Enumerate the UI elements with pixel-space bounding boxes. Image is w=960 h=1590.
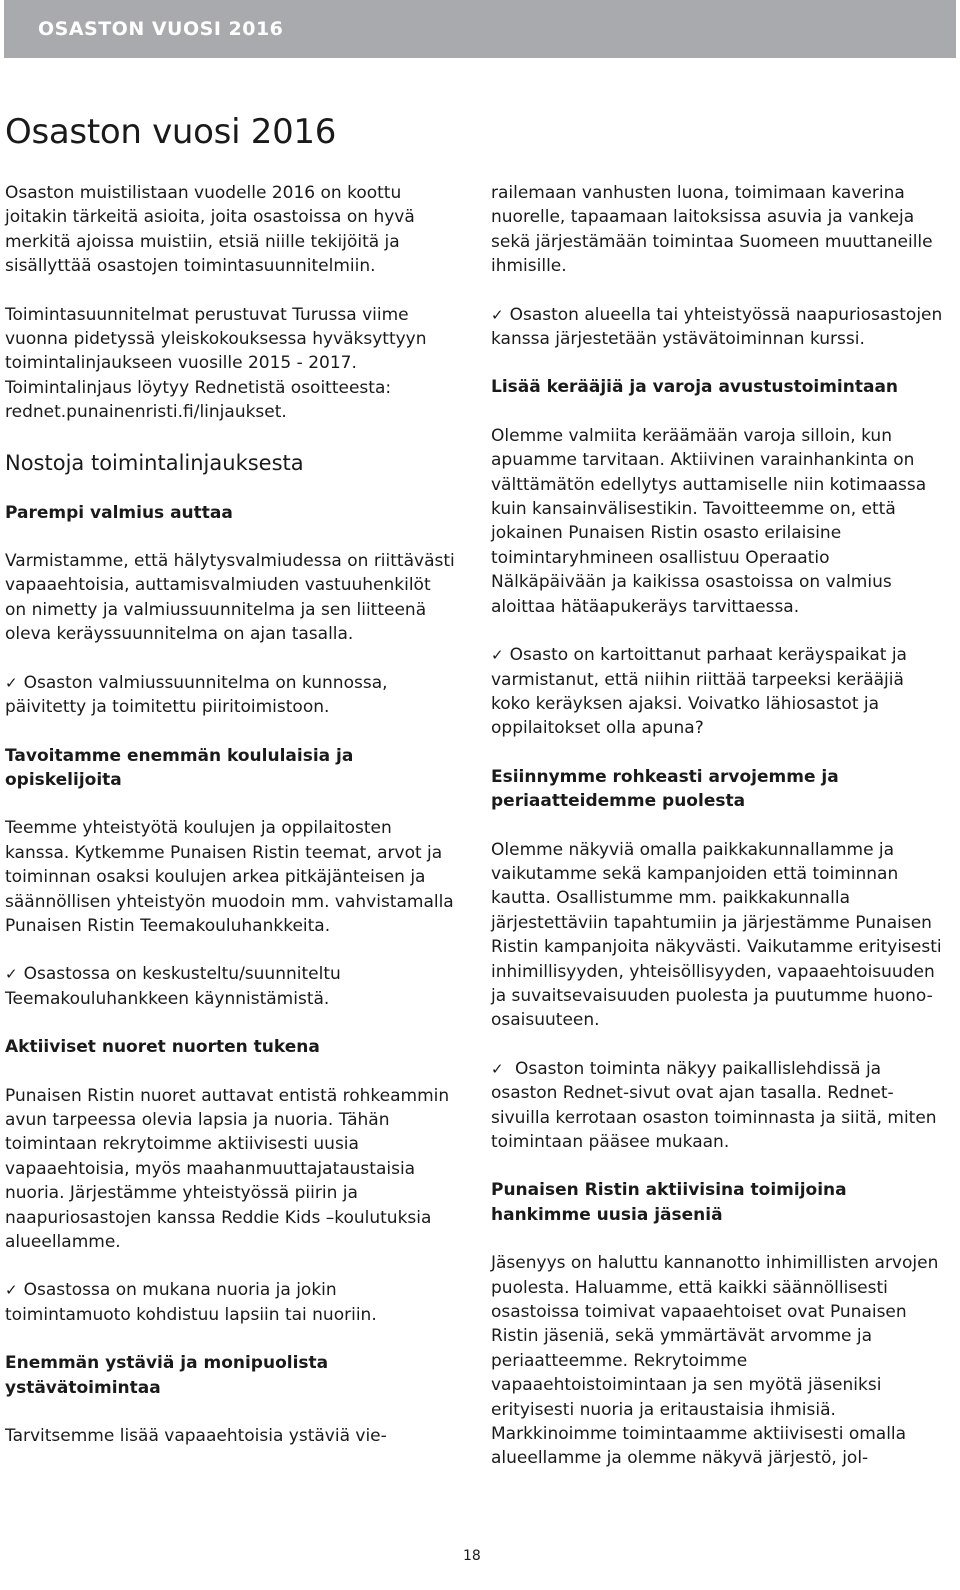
subheading-ystavat: Enemmän ystäviä ja monipuolista ystävätoimintaa [5, 1353, 329, 1398]
section-title: Nostoja toimintalinjauksesta [5, 450, 304, 475]
subheading-arvot: Esiinnymme rohkeasti arvojemme ja periaatteidemme puolesta [491, 766, 839, 812]
paragraph-keraajat: Olemme valmiita keräämään varoja silloin, kun apuamme tarvitaan. Aktiivinen varainhankinta on välttämätön edellytys auttamiselle niin kotimaassa kuin kansainvälisestikin. Tavoitteemme on, että jokainen Punaisen Ristin osasto erilaisine toimintaryhmineen osallistuu Operaatio Nälkäpäivään ja kaikissa osastoissa on valmius aloittaa hätäapukeräys tarvittaessa. [491, 425, 927, 617]
paragraph-ystavat: Tarvitsemme lisää vapaaehtoisia ystäviä vie- [5, 1426, 387, 1447]
subheading-jasenet: Punaisen Ristin aktiivisina toimijoina hankimme uusia jäseniä [491, 1180, 847, 1225]
subheading-keraajat: Lisää kerääjiä ja varoja avustustoimintaan [491, 377, 899, 398]
checklist-item-nuoret [5, 1278, 455, 1327]
subheading-valmius: Parempi valmius auttaa [5, 502, 233, 523]
checklist-text: Osaston alueella tai yhteistyössä naapuriosastojen kanssa järjestetään ystävätoiminnan kurssi. [491, 304, 943, 350]
intro-paragraph-2: Toimintasuunnitelmat perustuvat Turussa viime vuonna pidetyssä yleiskokouksessa hyväksyttyyn toimintalinjaukseen vuosille 2015 - 2017. Toimintalinjaus löytyy Rednetistä osoitteesta: rednet.punainenristi.fi/linjaukset. [5, 304, 427, 423]
checklist-text: Osastossa on mukana nuoria ja jokin toimintamuoto kohdistuu lapsiin tai nuoriin. [5, 1280, 377, 1325]
subheading-koululaiset: Tavoitamme enemmän koululaisia ja opiskelijoita [5, 745, 354, 790]
page-title: Osaston vuosi 2016 [5, 112, 337, 152]
checklist-text: Osasto on kartoittanut parhaat keräyspaikat ja varmistanut, että niihin riittää tarpeeksi kerääjiä koko keräyksen ajaksi. Voivatko lähiosastot ja oppilaitokset olla apuna? [491, 645, 907, 739]
paragraph-ystavat-continued: railemaan vanhusten luona, toimimaan kaverina nuorelle, tapaamaan laitoksissa asuvia ja vankeja sekä järjestämään toimintaa Suomeen muuttaneille ihmisille. [491, 183, 933, 277]
checklist-item-valmius [5, 671, 455, 720]
checklist-item-keraykset [491, 643, 946, 741]
checklist-item-teemakoulu [5, 962, 455, 1011]
checklist-text: Osaston toiminta näkyy paikallislehdissä ja osaston Rednet-sivut ovat ajan tasalla. Rednet-sivuilla kerrotaan osaston toiminnasta ja siitä, miten toimintaan pääsee mukaan. [491, 1058, 937, 1152]
right-column [491, 181, 946, 1495]
paragraph-koululaiset: Teemme yhteistyötä koulujen ja oppilaitosten kanssa. Kytkemme Punaisen Ristin teemat, arvot ja toiminnan osaksi koulujen arkea pitkäjänteisen ja säännöllisen yhteistyön muodoin mm. vahvistamalla Punaisen Ristin Teemakouluhankkeita. [5, 818, 454, 936]
header-band [4, 0, 956, 58]
paragraph-arvot: Olemme näkyviä omalla paikkakunnallamme ja vaikutamme sekä kampanjoiden että toiminnan kautta. Osallistumme mm. paikkakunnalla järjestettäviin tapahtumiin ja järjestämme Punaisen Ristin kampanjoita näkyvästi. Vaikutamme erityisesti inhimillisyyden, yhteisöllisyyden, vapaaehtoisuuden ja suvaitsevaisuuden puolesta ja puutumme huono-osaisuuteen. [491, 839, 942, 1031]
paragraph-valmius: Varmistamme, että hälytysvalmiudessa on riittävästi vapaaehtoisia, auttamisvalmiuden vastuuhenkilöt on nimetty ja valmiussuunnitelma ja sen liitteenä oleva keräyssuunnitelma on ajan tasalla. [5, 551, 455, 645]
checklist-text: Osastossa on keskusteltu/suunniteltu Teemakouluhankkeen käynnistämistä. [5, 964, 341, 1009]
checklist-item-ystavatoiminta [491, 303, 946, 352]
checklist-text: Osaston valmiussuunnitelma on kunnossa, päivitetty ja toimitettu piiritoimistoon. [5, 672, 388, 718]
left-column [5, 181, 455, 1472]
header-title: OSASTON VUOSI 2016 [38, 18, 284, 40]
paragraph-jasenet: Jäsenyys on haluttu kannanotto inhimillisten arvojen puolesta. Haluamme, että kaikki säännöllisesti osastoissa toimivat vapaaehtoiset ovat Punaisen Ristin jäseniä, sekä ymmärtävät arvomme ja periaatteemme. Rekrytoimme vapaaehtoistoimintaan ja sen myötä jäseniksi erityisesti nuoria ja eritaustaisia ihmisiä. Markkinoimme toimintaamme aktiivisesti omalla alueellamme ja olemme näkyvä järjestö, jol- [491, 1253, 939, 1469]
page-number: 18 [463, 1548, 481, 1564]
intro-paragraph-1: Osaston muistilistaan vuodelle 2016 on koottu joitakin tärkeitä asioita, joita osastoissa on hyvä merkitä ajoissa muistiin, etsiä niille tekijöitä ja sisällyttää osastojen toimintasuunnitelmiin. [5, 183, 415, 277]
paragraph-nuoret: Punaisen Ristin nuoret auttavat entistä rohkeammin avun tarpeessa olevia lapsia ja nuoria. Tähän toimintaan rekrytoimme aktiivisesti uusia vapaaehtoisia, myös maahanmuuttajataustaisia nuoria. Järjestämme yhteistyössä piirin ja naapuriosastojen kanssa Reddie Kids –koulutuksia alueellamme. [5, 1085, 450, 1252]
checklist-item-nakyvyys [491, 1057, 946, 1155]
subheading-nuoret: Aktiiviset nuoret nuorten tukena [5, 1037, 320, 1058]
